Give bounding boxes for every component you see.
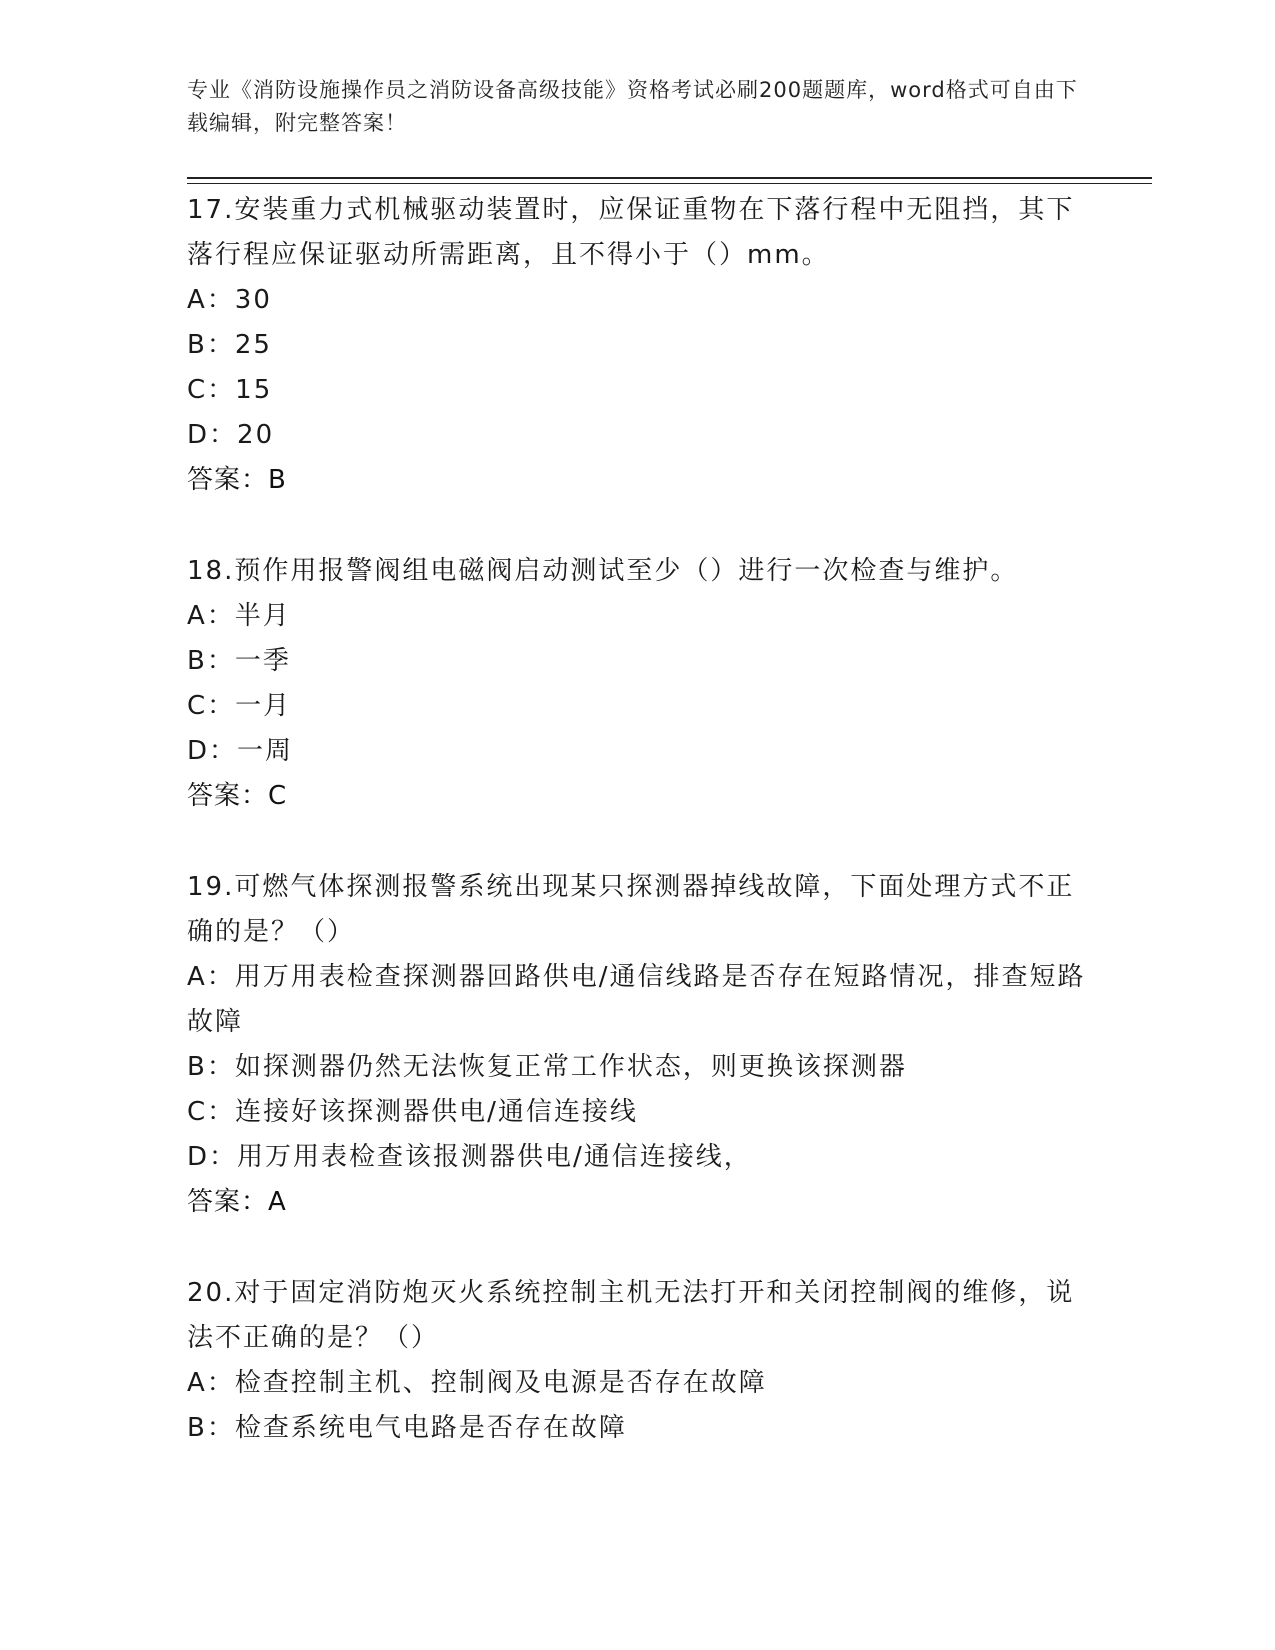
option-b: B：一季 [187,646,291,676]
question-20 [187,1271,1087,1451]
question-19 [187,865,1087,1225]
question-17 [187,188,1087,503]
option-a: A：检查控制主机、控制阀及电源是否存在故障 [187,1368,767,1398]
question-spacer [187,503,1087,549]
option-d: D：一周 [187,736,294,766]
question-text: 20.对于固定消防炮灭火系统控制主机无法打开和关闭控制阀的维修，说法不正确的是？（） [187,1278,1075,1353]
option-d: D：20 [187,420,275,450]
question-list [187,188,1087,1451]
question-spacer [187,819,1087,865]
question-18 [187,549,1087,819]
option-c: C：一月 [187,691,292,721]
option-d: D：用万用表检查该报测器供电/通信连接线， [187,1142,752,1172]
answer-line: 答案：B [187,465,287,495]
option-b: B：25 [187,330,272,360]
question-spacer [187,1225,1087,1271]
option-b: B：如探测器仍然无法恢复正常工作状态，则更换该探测器 [187,1052,907,1082]
option-b: B：检查系统电气电路是否存在故障 [187,1413,627,1443]
option-a: A：30 [187,285,272,315]
question-text: 17.安装重力式机械驱动装置时，应保证重物在下落行程中无阻挡，其下落行程应保证驱动所需距离，且不得小于（）mm。 [187,195,1075,270]
question-text: 18.预作用报警阀组电磁阀启动测试至少（）进行一次检查与维护。 [187,556,1019,586]
document-header: 专业《消防设施操作员之消防设备高级技能》资格考试必刷200题题库，word格式可自由下载编辑，附完整答案！ [187,78,1078,135]
option-a: A：半月 [187,601,291,631]
option-c: C：15 [187,375,273,405]
answer-line: 答案：A [187,1187,287,1217]
header-divider-thick [187,177,1152,179]
option-c: C：连接好该探测器供电/通信连接线 [187,1097,638,1127]
answer-line: 答案：C [187,781,288,811]
option-a: A：用万用表检查探测器回路供电/通信线路是否存在短路情况，排查短路故障 [187,962,1086,1037]
header-divider-thin [187,183,1152,184]
question-text: 19.可燃气体探测报警系统出现某只探测器掉线故障，下面处理方式不正确的是？（） [187,872,1075,947]
